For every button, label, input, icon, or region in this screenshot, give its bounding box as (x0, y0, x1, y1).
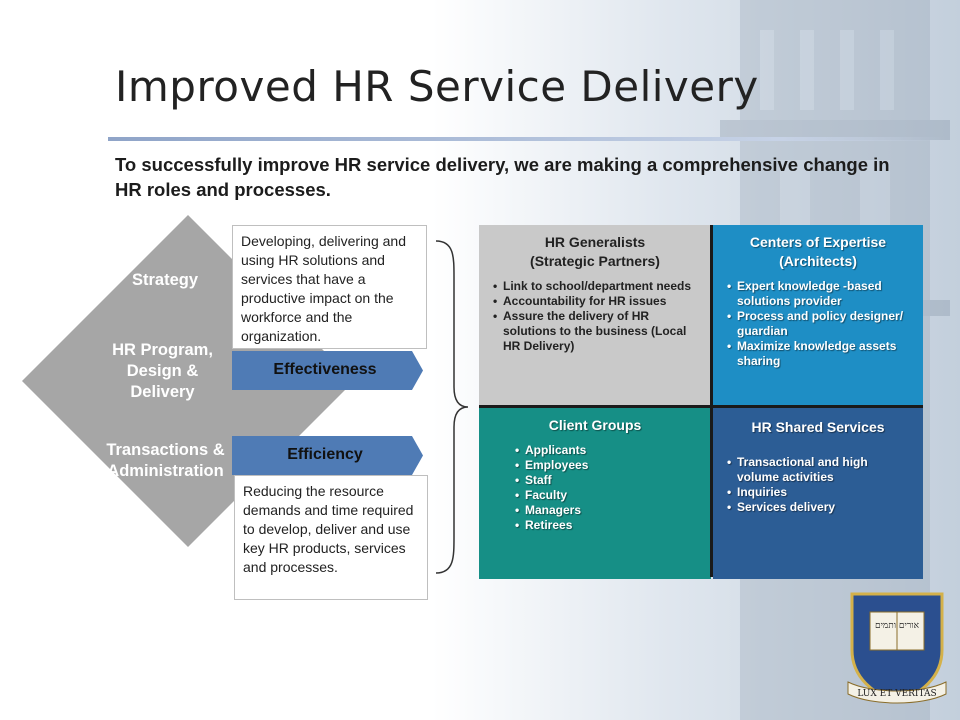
list-item: • Inquiries (737, 485, 913, 500)
list-item: • Managers (525, 503, 701, 518)
efficiency-description: Reducing the resource demands and time required to develop, deliver and use key HR products, services and processes. (234, 475, 428, 600)
university-shield-logo (842, 590, 952, 710)
centers-title-line-2: (Architects) (779, 253, 857, 269)
list-item: • Maximize knowledge assets sharing (737, 339, 913, 369)
grouping-brace (432, 237, 472, 577)
list-item: • Staff (525, 473, 701, 488)
quadrant-divider-vertical (710, 225, 713, 577)
list-item: • Link to school/department needs (503, 279, 701, 294)
hr-generalists-list (489, 279, 701, 354)
slide-subtitle: To successfully improve HR service delivery, we are making a comprehensive change in HR roles and processes. (115, 154, 890, 200)
effectiveness-description: Developing, delivering and using HR solutions and services that have a productive impact on the workforce and the organization. (232, 225, 427, 349)
client-groups-title: Client Groups (548, 417, 642, 433)
slide-title: Improved HR Service Delivery (115, 62, 759, 111)
hr-generalists-quadrant (479, 225, 711, 406)
list-item: • Faculty (525, 488, 701, 503)
hr-program-label (85, 340, 240, 403)
efficiency-label: Efficiency (287, 446, 363, 463)
strategy-label: Strategy (131, 271, 199, 289)
effectiveness-label: Effectiveness (273, 361, 377, 378)
list-item: • Process and policy designer/ guardian (737, 309, 913, 339)
list-item: • Accountability for HR issues (503, 294, 701, 309)
hr-shared-services-title: HR Shared Services (751, 419, 885, 435)
list-item: • Employees (525, 458, 701, 473)
hr-generalists-title (489, 233, 701, 271)
hr-generalists-title-line-1: HR Generalists (544, 234, 646, 250)
transactions-line-1: Transactions & (106, 441, 225, 459)
quadrant-divider-horizontal (479, 405, 923, 408)
list-item: • Retirees (525, 518, 701, 533)
centers-of-expertise-title (723, 233, 913, 271)
title-underline (108, 137, 946, 141)
hr-shared-services-quadrant (713, 408, 923, 579)
list-item: • Transactional and high volume activities (737, 455, 913, 485)
hr-program-line-1: HR Program, (112, 341, 213, 359)
centers-of-expertise-list (723, 279, 913, 369)
transactions-label (88, 440, 243, 482)
shield-motto: LUX ET VERITAS (857, 689, 937, 699)
list-item: • Services delivery (737, 500, 913, 515)
list-item: • Assure the delivery of HR solutions to the business (Local HR Delivery) (503, 309, 701, 354)
client-groups-quadrant (479, 408, 711, 579)
centers-title-line-1: Centers of Expertise (749, 234, 887, 250)
shield-book-text: אורים ותמים (874, 621, 920, 631)
centers-of-expertise-quadrant (713, 225, 923, 406)
client-groups-list (511, 443, 701, 533)
hr-shared-services-list (723, 455, 913, 515)
list-item: • Expert knowledge -based solutions provider (737, 279, 913, 309)
hr-program-line-3: Delivery (130, 383, 195, 401)
hr-program-line-2: Design & (126, 362, 199, 380)
list-item: • Applicants (525, 443, 701, 458)
transactions-line-2: Administration (107, 462, 224, 480)
hr-generalists-title-line-2: (Strategic Partners) (530, 253, 660, 269)
